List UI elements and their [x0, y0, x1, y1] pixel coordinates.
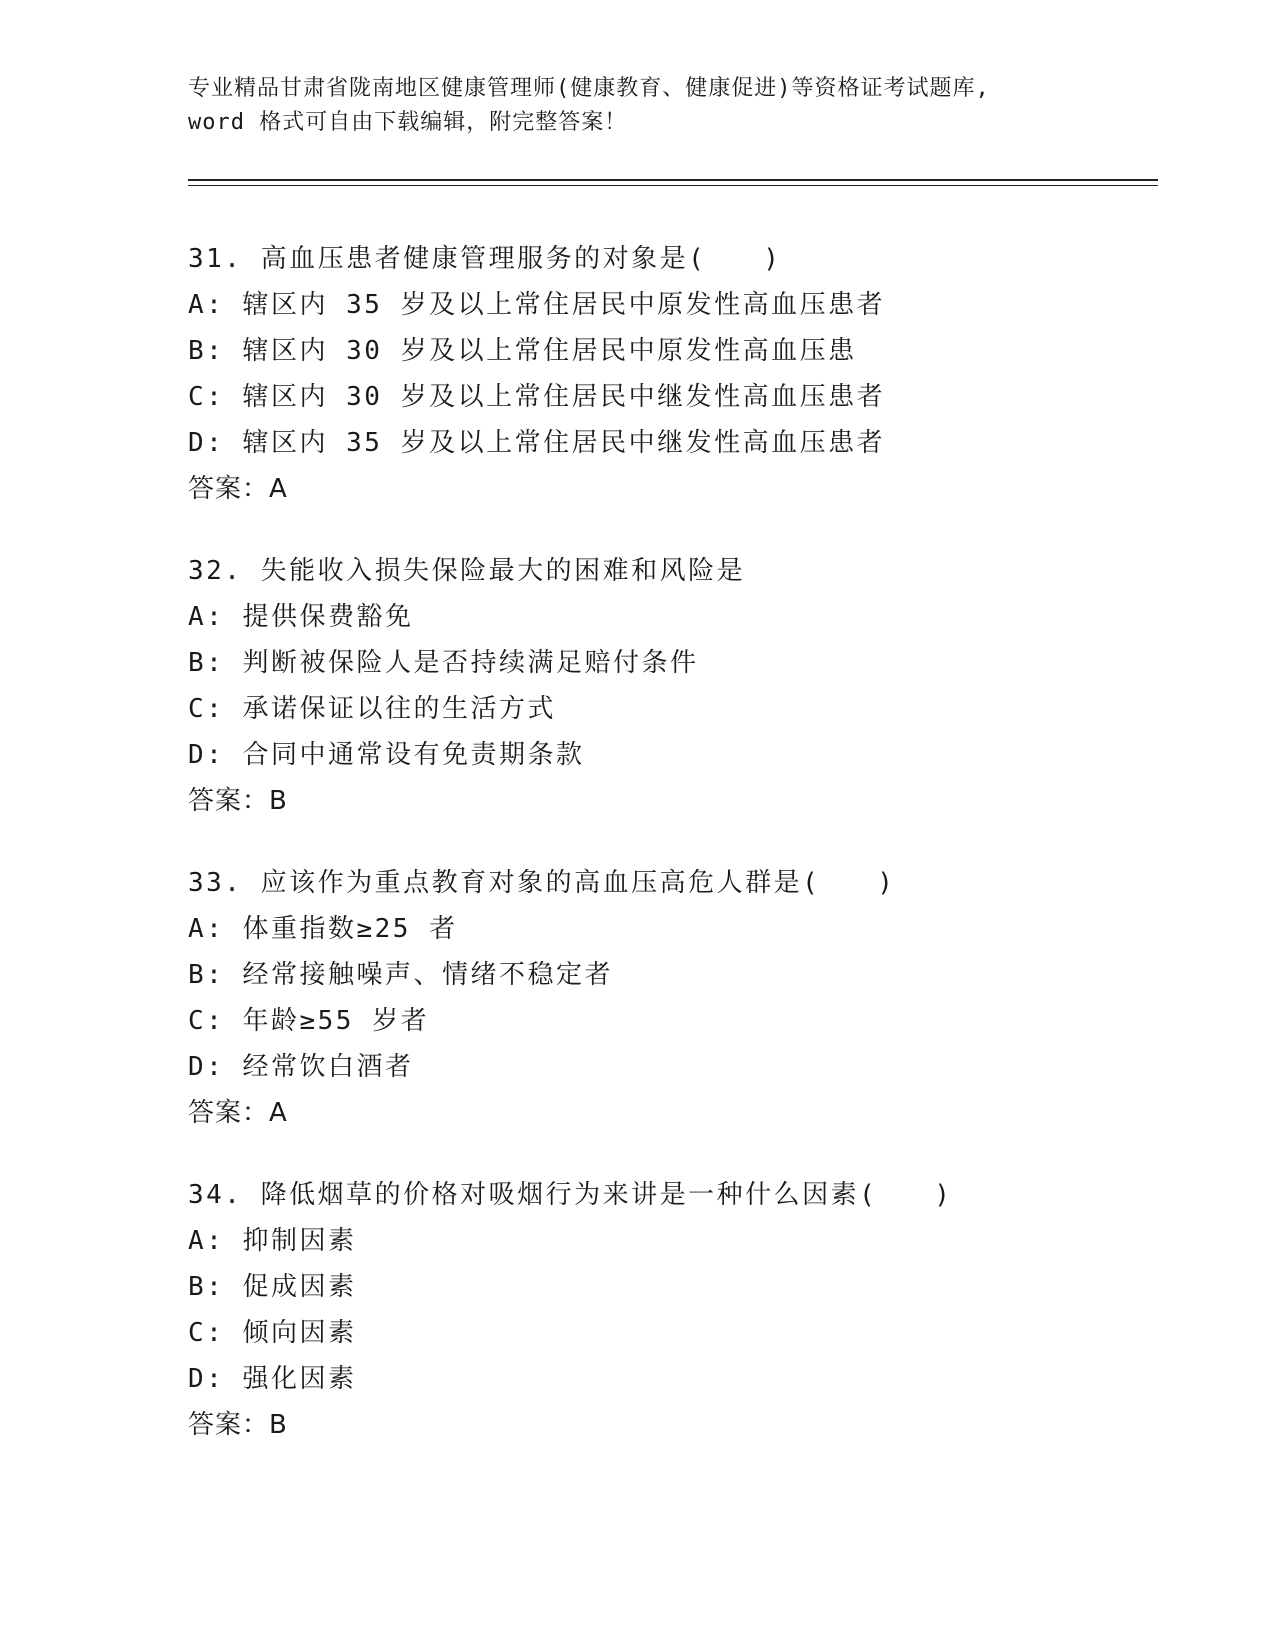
question-stem: 32. 失能收入损失保险最大的困难和风险是 [188, 556, 746, 586]
option-b: B: 判断被保险人是否持续满足赔付条件 [188, 648, 699, 678]
question-stem: 31. 高血压患者健康管理服务的对象是( ) [188, 244, 782, 274]
header-divider-thin [188, 185, 1158, 186]
option-a: A: 提供保费豁免 [188, 602, 414, 632]
answer: 答案：B [188, 786, 288, 816]
header-line-2: word 格式可自由下载编辑，附完整答案！ [188, 110, 628, 135]
option-c: C: 倾向因素 [188, 1318, 357, 1348]
option-c: C: 辖区内 30 岁及以上常住居民中继发性高血压患者 [188, 382, 886, 412]
option-a: A: 抑制因素 [188, 1226, 357, 1256]
header-divider-thick [188, 179, 1158, 181]
answer: 答案：A [188, 1098, 288, 1128]
question-32 [188, 548, 1188, 824]
question-stem: 33. 应该作为重点教育对象的高血压高危人群是( ) [188, 868, 896, 898]
option-c: C: 承诺保证以往的生活方式 [188, 694, 556, 724]
question-stem: 34. 降低烟草的价格对吸烟行为来讲是一种什么因素( ) [188, 1180, 953, 1210]
option-d: D: 经常饮白酒者 [188, 1052, 414, 1082]
question-31 [188, 236, 1188, 512]
answer: 答案：B [188, 1410, 288, 1440]
option-c: C: 年龄≥55 岁者 [188, 1006, 430, 1036]
header-line-1: 专业精品甘肃省陇南地区健康管理师(健康教育、健康促进)等资格证考试题库, [188, 76, 990, 101]
option-b: B: 辖区内 30 岁及以上常住居民中原发性高血压患 [188, 336, 857, 366]
option-d: D: 强化因素 [188, 1364, 357, 1394]
option-b: B: 促成因素 [188, 1272, 357, 1302]
answer: 答案：A [188, 474, 288, 504]
question-list [188, 236, 1188, 1484]
option-a: A: 体重指数≥25 者 [188, 914, 458, 944]
option-d: D: 辖区内 35 岁及以上常住居民中继发性高血压患者 [188, 428, 886, 458]
document-header [188, 72, 1088, 140]
question-34 [188, 1172, 1188, 1448]
option-a: A: 辖区内 35 岁及以上常住居民中原发性高血压患者 [188, 290, 886, 320]
option-b: B: 经常接触噪声、情绪不稳定者 [188, 960, 613, 990]
option-d: D: 合同中通常设有免责期条款 [188, 740, 585, 770]
question-33 [188, 860, 1188, 1136]
